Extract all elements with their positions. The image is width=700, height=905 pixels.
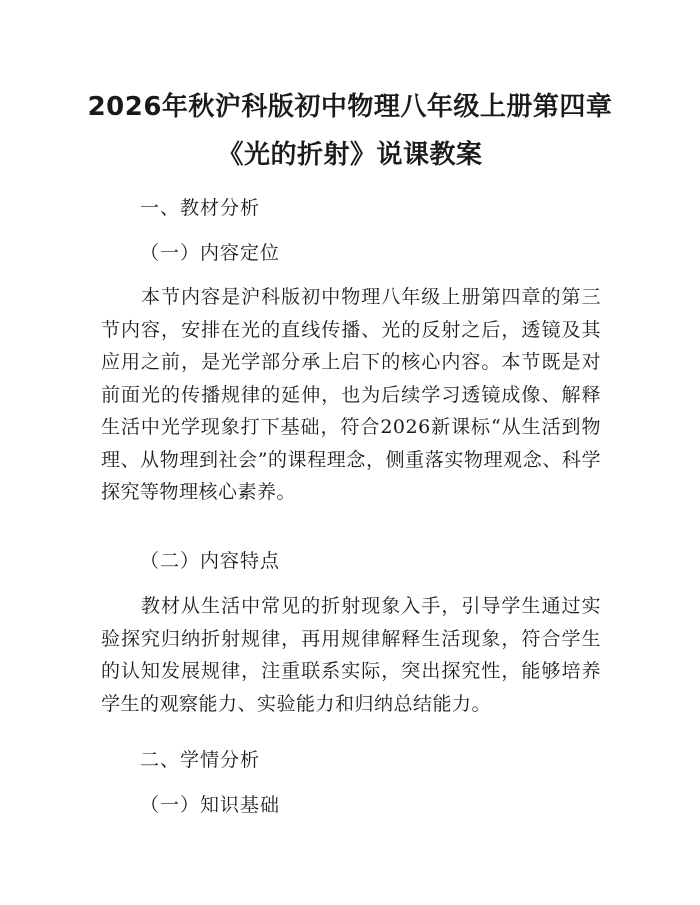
section-1-subheading-1: （一）内容定位	[140, 242, 281, 264]
document-title-line-1: 2026年秋沪科版初中物理八年级上册第四章	[87, 92, 613, 122]
section-1-heading: 一、教材分析	[140, 197, 261, 219]
section-1-paragraph-2: 教材从生活中常见的折射现象入手，引导学生通过实验探究归纳折射规律，再用规律解释生活现象，符合学生的认知发展规律，注重联系实际，突出探究性，能够培养学生的观察能力、实验能力和归纳总结能力。	[101, 595, 601, 715]
section-1-paragraph-1: 本节内容是沪科版初中物理八年级上册第四章的第三节内容，安排在光的直线传播、光的反射之后，透镜及其应用之前，是光学部分承上启下的核心内容。本节既是对前面光的传播规律的延伸，也为后续学习透镜成像、解释生活中光学现象打下基础，符合2026新课标“从生活到物理、从物理到社会”的课程理念，侧重落实物理观念、科学探究等物理核心素养。	[101, 286, 601, 503]
section-2-subheading-1: （一）知识基础	[140, 794, 281, 816]
document-title-line-2: 《光的折射》说课教案	[217, 140, 483, 170]
section-2-heading: 二、学情分析	[140, 749, 261, 771]
section-1-subheading-2: （二）内容特点	[140, 550, 281, 572]
